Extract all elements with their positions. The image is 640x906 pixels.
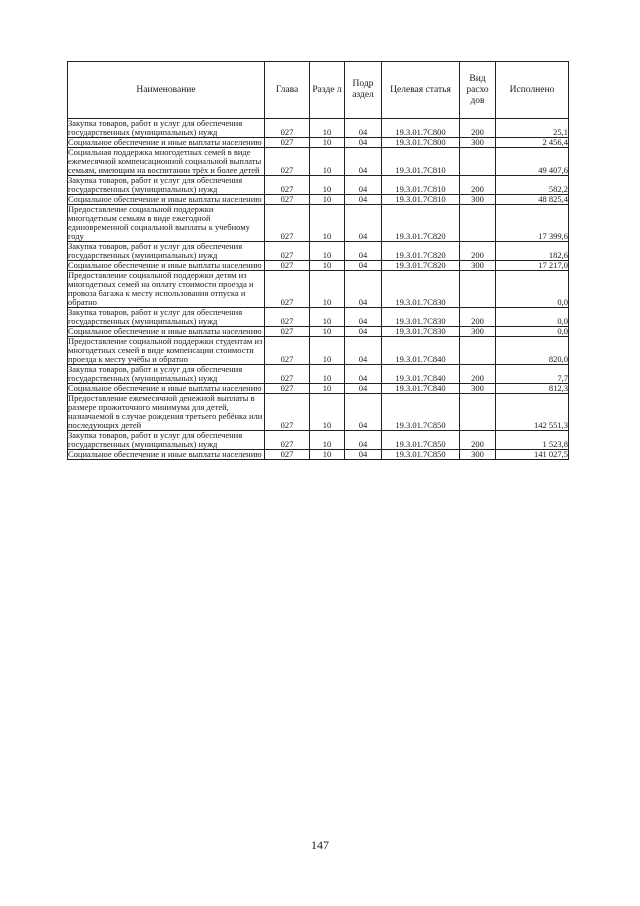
- cell-chapter: 027: [265, 138, 310, 148]
- table-row: [68, 119, 569, 138]
- cell-section: 10: [310, 242, 345, 261]
- cell-subsection: 04: [345, 242, 382, 261]
- cell-expense-type: [460, 271, 496, 308]
- table-row: [68, 261, 569, 271]
- cell-chapter: 027: [265, 242, 310, 261]
- cell-section: 10: [310, 205, 345, 242]
- table-row: [68, 176, 569, 195]
- cell-section: 10: [310, 327, 345, 337]
- cell-name: Социальное обеспечение и иные выплаты населению: [68, 138, 265, 148]
- cell-chapter: 027: [265, 308, 310, 327]
- cell-expense-type: 200: [460, 308, 496, 327]
- cell-executed: 820,0: [496, 337, 569, 365]
- cell-chapter: 027: [265, 176, 310, 195]
- cell-name: Социальное обеспечение и иные выплаты населению: [68, 195, 265, 205]
- cell-expense-type: [460, 205, 496, 242]
- table-row: [68, 327, 569, 337]
- table-row: [68, 394, 569, 431]
- cell-expense-type: [460, 148, 496, 176]
- cell-subsection: 04: [345, 176, 382, 195]
- cell-section: 10: [310, 450, 345, 460]
- cell-chapter: 027: [265, 394, 310, 431]
- header-subsection: Подр аздел: [345, 62, 382, 119]
- cell-target: 19.3.01.7С850: [382, 450, 460, 460]
- cell-target: 19.3.01.7С840: [382, 365, 460, 384]
- cell-executed: 582,2: [496, 176, 569, 195]
- header-chapter: Глава: [265, 62, 310, 119]
- cell-chapter: 027: [265, 450, 310, 460]
- cell-section: 10: [310, 337, 345, 365]
- cell-section: 10: [310, 365, 345, 384]
- cell-expense-type: 300: [460, 450, 496, 460]
- table-row: [68, 337, 569, 365]
- cell-subsection: 04: [345, 394, 382, 431]
- cell-name: Закупка товаров, работ и услуг для обеспечения государственных (муниципальных) нужд: [68, 431, 265, 450]
- cell-subsection: 04: [345, 271, 382, 308]
- cell-target: 19.3.01.7С830: [382, 271, 460, 308]
- header-target: Целевая статья: [382, 62, 460, 119]
- cell-executed: 25,1: [496, 119, 569, 138]
- cell-target: 19.3.01.7С800: [382, 138, 460, 148]
- cell-expense-type: 300: [460, 327, 496, 337]
- cell-name: Социальная поддержка многодетных семей в виде ежемесячной компенсационной социальной выплаты семьям, имеющим на воспитании трёх и более детей: [68, 148, 265, 176]
- cell-target: 19.3.01.7С850: [382, 431, 460, 450]
- cell-subsection: 04: [345, 138, 382, 148]
- cell-executed: 182,6: [496, 242, 569, 261]
- table-row: [68, 195, 569, 205]
- cell-section: 10: [310, 176, 345, 195]
- cell-target: 19.3.01.7С820: [382, 261, 460, 271]
- cell-name: Закупка товаров, работ и услуг для обеспечения государственных (муниципальных) нужд: [68, 242, 265, 261]
- table-row: [68, 148, 569, 176]
- cell-name: Социальное обеспечение и иные выплаты населению: [68, 261, 265, 271]
- cell-target: 19.3.01.7С800: [382, 119, 460, 138]
- cell-section: 10: [310, 394, 345, 431]
- cell-name: Закупка товаров, работ и услуг для обеспечения государственных (муниципальных) нужд: [68, 176, 265, 195]
- header-executed: Исполнено: [496, 62, 569, 119]
- cell-executed: 17 217,0: [496, 261, 569, 271]
- cell-chapter: 027: [265, 384, 310, 394]
- cell-executed: 141 027,5: [496, 450, 569, 460]
- table-row: [68, 384, 569, 394]
- budget-table: [67, 61, 569, 460]
- cell-chapter: 027: [265, 327, 310, 337]
- cell-name: Социальное обеспечение и иные выплаты населению: [68, 327, 265, 337]
- cell-subsection: 04: [345, 119, 382, 138]
- cell-section: 10: [310, 271, 345, 308]
- cell-chapter: 027: [265, 261, 310, 271]
- cell-executed: 2 456,4: [496, 138, 569, 148]
- cell-subsection: 04: [345, 450, 382, 460]
- cell-expense-type: 300: [460, 261, 496, 271]
- table-row: [68, 205, 569, 242]
- cell-subsection: 04: [345, 327, 382, 337]
- header-section: Разде л: [310, 62, 345, 119]
- cell-executed: 1 523,8: [496, 431, 569, 450]
- cell-section: 10: [310, 261, 345, 271]
- cell-target: 19.3.01.7С820: [382, 242, 460, 261]
- cell-subsection: 04: [345, 384, 382, 394]
- cell-target: 19.3.01.7С850: [382, 394, 460, 431]
- cell-target: 19.3.01.7С810: [382, 195, 460, 205]
- cell-executed: 49 407,6: [496, 148, 569, 176]
- cell-name: Закупка товаров, работ и услуг для обеспечения государственных (муниципальных) нужд: [68, 365, 265, 384]
- cell-chapter: 027: [265, 431, 310, 450]
- cell-executed: 142 551,3: [496, 394, 569, 431]
- cell-expense-type: 300: [460, 195, 496, 205]
- cell-section: 10: [310, 384, 345, 394]
- table-row: [68, 271, 569, 308]
- cell-subsection: 04: [345, 365, 382, 384]
- cell-executed: 812,3: [496, 384, 569, 394]
- cell-name: Социальное обеспечение и иные выплаты населению: [68, 450, 265, 460]
- cell-target: 19.3.01.7С830: [382, 308, 460, 327]
- cell-executed: 48 825,4: [496, 195, 569, 205]
- cell-subsection: 04: [345, 337, 382, 365]
- header-name: Наименование: [68, 62, 265, 119]
- cell-name: Закупка товаров, работ и услуг для обеспечения государственных (муниципальных) нужд: [68, 308, 265, 327]
- cell-executed: 0,0: [496, 308, 569, 327]
- cell-expense-type: 200: [460, 365, 496, 384]
- cell-subsection: 04: [345, 195, 382, 205]
- cell-target: 19.3.01.7С820: [382, 205, 460, 242]
- cell-chapter: 027: [265, 148, 310, 176]
- cell-target: 19.3.01.7С840: [382, 384, 460, 394]
- cell-chapter: 027: [265, 119, 310, 138]
- table-body: [68, 119, 569, 460]
- cell-section: 10: [310, 148, 345, 176]
- cell-expense-type: 200: [460, 431, 496, 450]
- table-row: [68, 138, 569, 148]
- cell-target: 19.3.01.7С810: [382, 176, 460, 195]
- cell-chapter: 027: [265, 271, 310, 308]
- cell-chapter: 027: [265, 365, 310, 384]
- cell-subsection: 04: [345, 308, 382, 327]
- table-header-row: [68, 62, 569, 119]
- cell-executed: 7,7: [496, 365, 569, 384]
- cell-section: 10: [310, 119, 345, 138]
- cell-expense-type: 200: [460, 242, 496, 261]
- table-row: [68, 308, 569, 327]
- cell-chapter: 027: [265, 195, 310, 205]
- cell-subsection: 04: [345, 261, 382, 271]
- cell-subsection: 04: [345, 205, 382, 242]
- cell-name: Предоставление социальной поддержки многодетным семьям в виде ежегодной единовременной социальной выплаты к учебному году: [68, 205, 265, 242]
- table-row: [68, 431, 569, 450]
- cell-target: 19.3.01.7С810: [382, 148, 460, 176]
- cell-name: Предоставление социальной поддержки студентам из многодетных семей в виде компенсации стоимости проезда к месту учёбы и обратно: [68, 337, 265, 365]
- cell-chapter: 027: [265, 337, 310, 365]
- cell-name: Предоставление ежемесячной денежной выплаты в размере прожиточного минимума для детей, назначаемой в случае рождения третьего ребёнка или последующих детей: [68, 394, 265, 431]
- cell-chapter: 027: [265, 205, 310, 242]
- header-expense-type: Вид расхо дов: [460, 62, 496, 119]
- cell-target: 19.3.01.7С840: [382, 337, 460, 365]
- cell-section: 10: [310, 195, 345, 205]
- cell-target: 19.3.01.7С830: [382, 327, 460, 337]
- cell-section: 10: [310, 138, 345, 148]
- cell-executed: 0,0: [496, 271, 569, 308]
- cell-expense-type: 200: [460, 176, 496, 195]
- cell-name: Предоставление социальной поддержки детям из многодетных семей на оплату стоимости проезда и провоза багажа к месту использования отпуска и обратно: [68, 271, 265, 308]
- cell-executed: 0,0: [496, 327, 569, 337]
- page-number: 147: [311, 838, 329, 852]
- cell-expense-type: 300: [460, 384, 496, 394]
- table-row: [68, 365, 569, 384]
- cell-name: Социальное обеспечение и иные выплаты населению: [68, 384, 265, 394]
- cell-expense-type: [460, 337, 496, 365]
- table-row: [68, 450, 569, 460]
- table-row: [68, 242, 569, 261]
- cell-executed: 17 399,6: [496, 205, 569, 242]
- cell-section: 10: [310, 308, 345, 327]
- cell-subsection: 04: [345, 431, 382, 450]
- cell-subsection: 04: [345, 148, 382, 176]
- cell-name: Закупка товаров, работ и услуг для обеспечения государственных (муниципальных) нужд: [68, 119, 265, 138]
- cell-expense-type: 200: [460, 119, 496, 138]
- cell-expense-type: 300: [460, 138, 496, 148]
- cell-section: 10: [310, 431, 345, 450]
- cell-expense-type: [460, 394, 496, 431]
